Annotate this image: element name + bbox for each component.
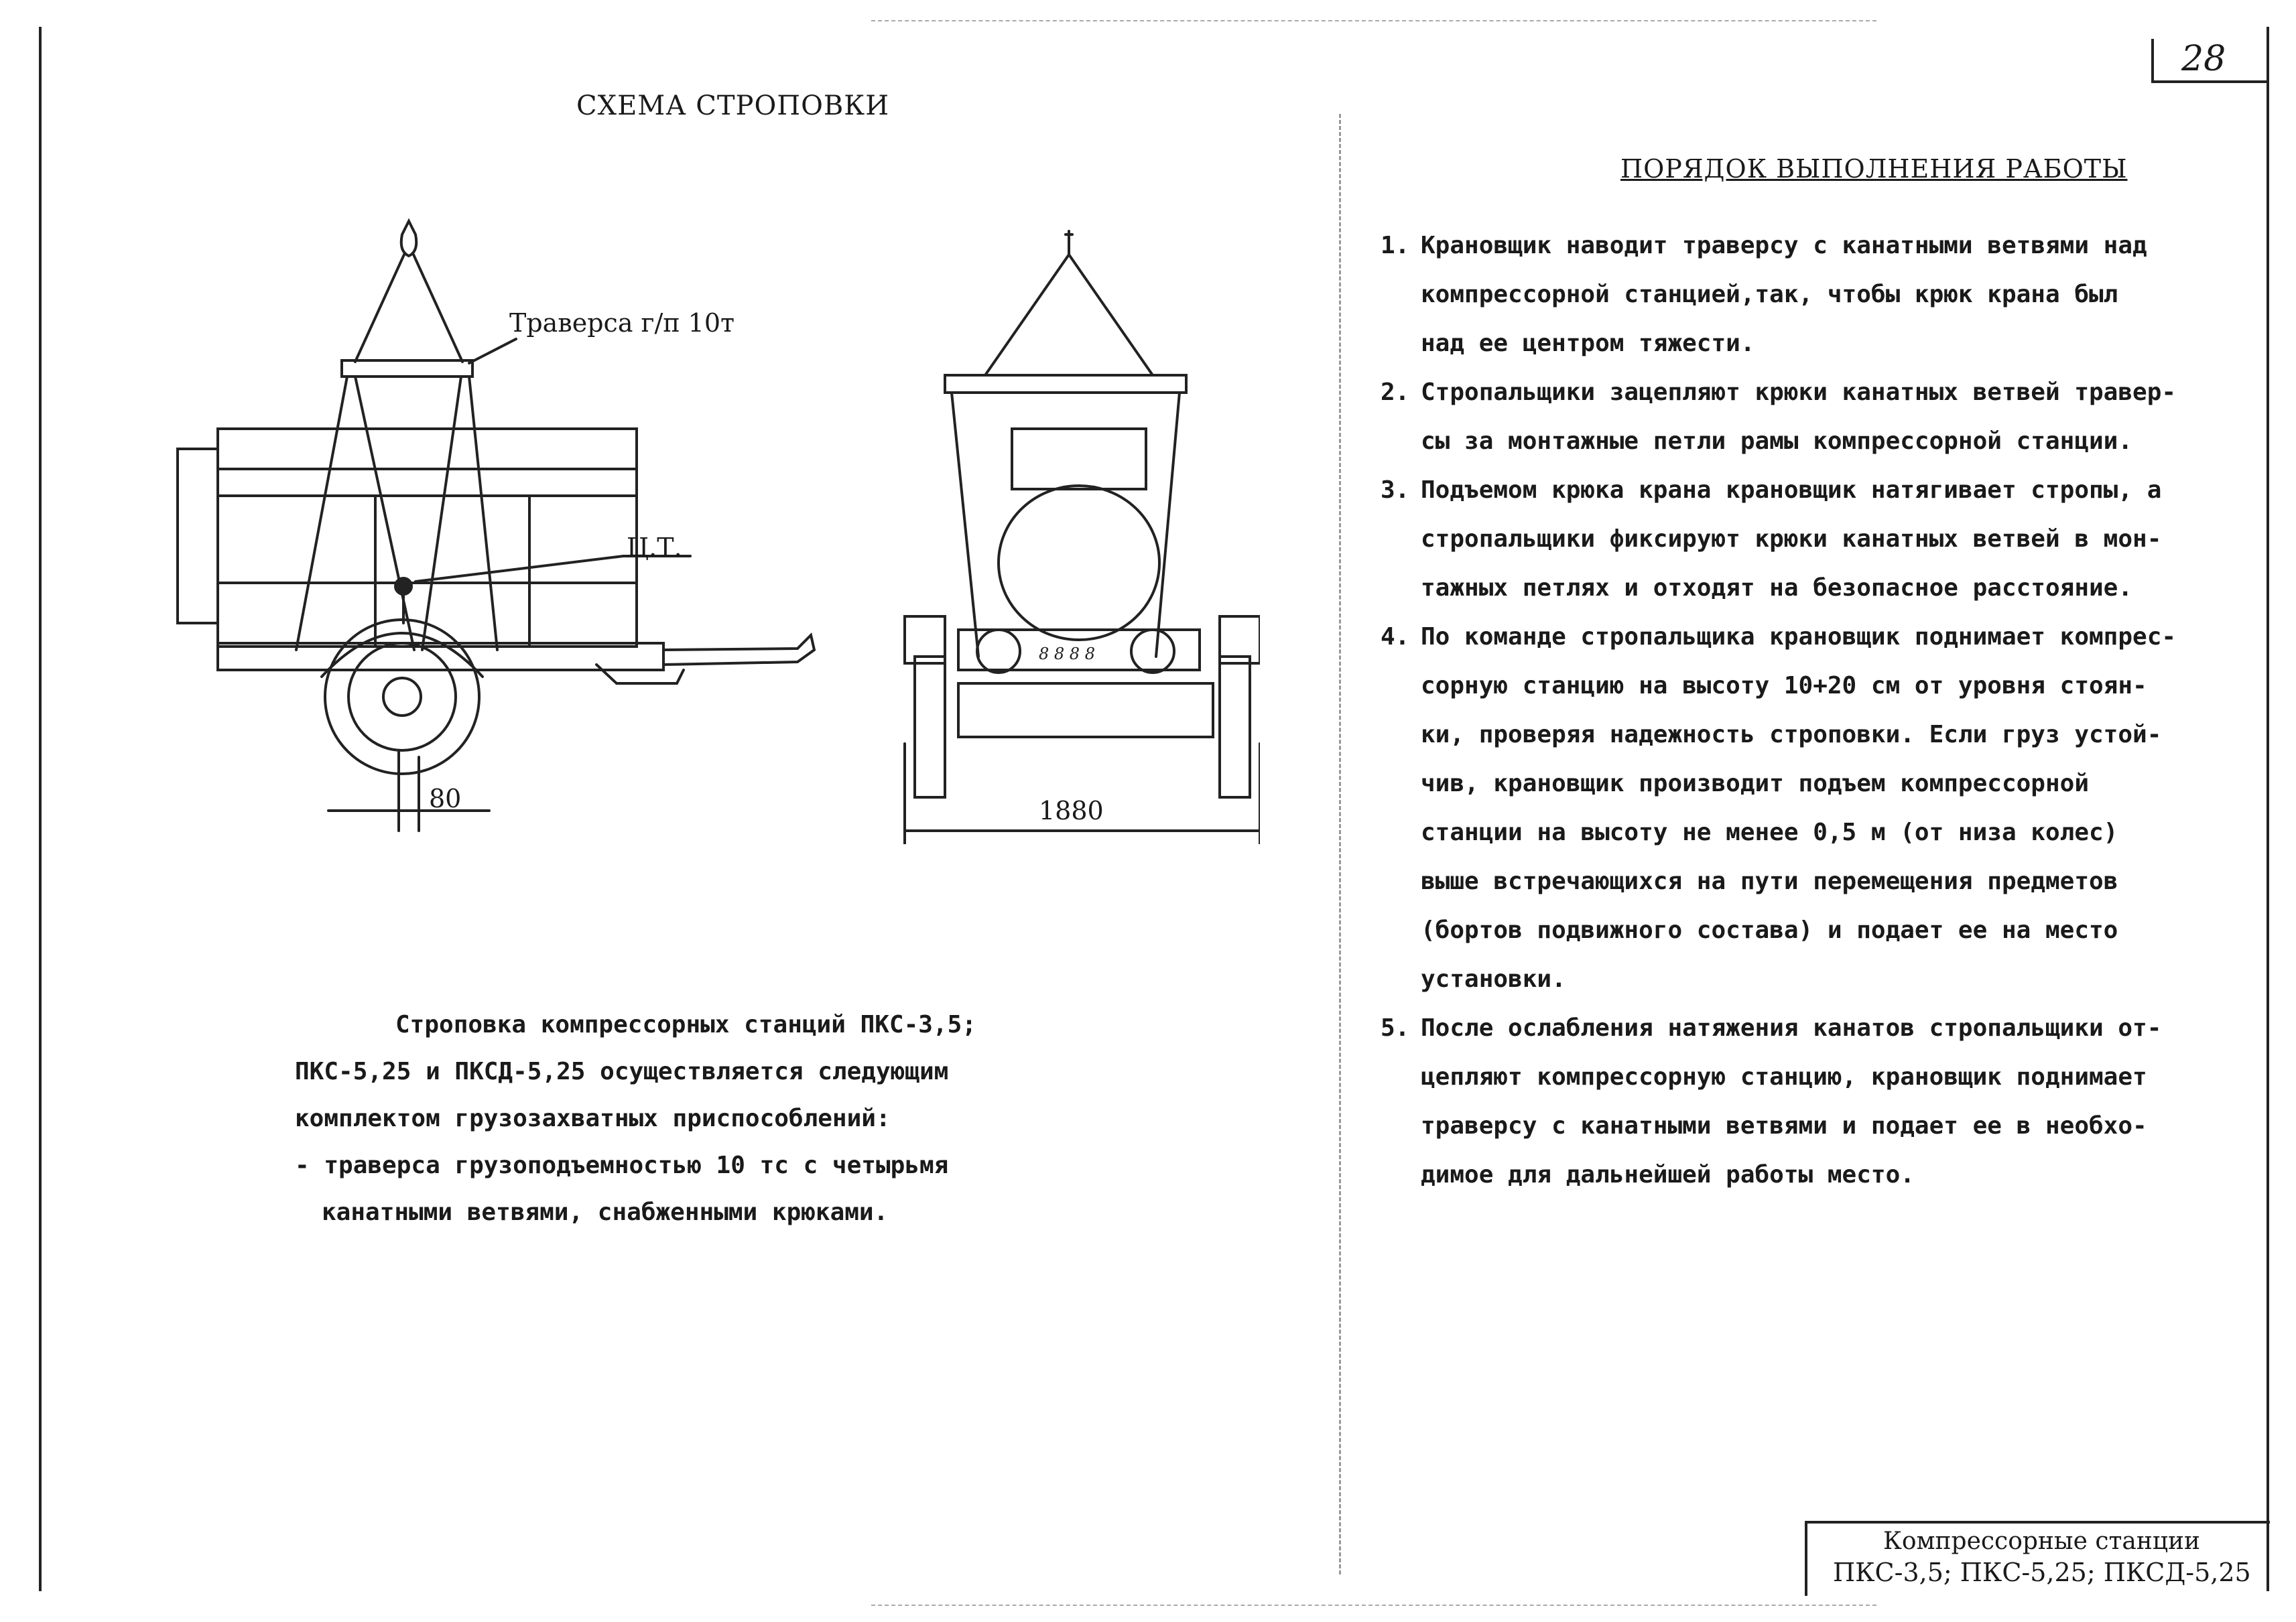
slinging-description: [295, 1002, 1066, 1236]
description-line-2: ПКС-5,25 и ПКСД-5,25 осуществляется следующим: [295, 1058, 949, 1085]
step-number: 3.: [1381, 476, 1410, 504]
step-number: 5.: [1381, 1014, 1410, 1042]
step-line: Крановщик наводит траверсу с канатными ветвями над: [1421, 232, 2147, 259]
description-line-5: канатными ветвями, снабженными крюками.: [322, 1199, 889, 1226]
step-number: 1.: [1381, 232, 1410, 259]
center-of-gravity-label: Ц.Т.: [627, 533, 682, 562]
step-2: [1381, 368, 2245, 466]
step-line: выше встречающихся на пути перемещения предметов: [1421, 868, 2118, 895]
page-fold-line: [1339, 114, 1341, 1574]
step-3: [1381, 466, 2245, 612]
step-line: Подъемом крюка крана крановщик натягивает стропы, а: [1421, 476, 2162, 504]
plate-marks: 8 8 8 8: [1039, 645, 1095, 663]
description-line-3: комплектом грузозахватных приспособлений:: [295, 1105, 891, 1132]
bottom-dashed-line: [871, 1605, 1876, 1606]
step-1: [1381, 221, 2245, 368]
traverse-label: Траверса г/п 10т: [509, 308, 735, 338]
step-number: 4.: [1381, 623, 1410, 651]
description-line-4: - траверса грузоподъемностью 10 тс с четырьмя: [295, 1152, 949, 1179]
dimension-1880-label: 1880: [1039, 796, 1104, 825]
work-steps-list: [1381, 221, 2245, 1199]
step-5: [1381, 1004, 2245, 1199]
step-number: 2.: [1381, 379, 1410, 406]
title-block-line-2: ПКС-3,5; ПКС-5,25; ПКСД-5,25: [1833, 1558, 2251, 1587]
step-line: компрессорной станцией,так, чтобы крюк крана был: [1421, 281, 2118, 308]
work-order-title: ПОРЯДОК ВЫПОЛНЕНИЯ РАБОТЫ: [1620, 154, 2128, 184]
title-block-line-1: Компрессорные станции: [1883, 1528, 2200, 1555]
step-line: По команде стропальщика крановщик поднимает компрес-: [1421, 623, 2177, 651]
description-line-1: Строповка компрессорных станций ПКС-3,5;: [395, 1011, 976, 1038]
step-line: сы за монтажные петли рамы компрессорной станции.: [1421, 427, 2133, 455]
slinging-scheme-title: СХЕМА СТРОПОВКИ: [576, 90, 890, 121]
step-line: Стропальщики зацепляют крюки канатных ветвей травер-: [1421, 379, 2177, 406]
step-line: цепляют компрессорную станцию, крановщик поднимает: [1421, 1063, 2147, 1091]
step-line: над ее центром тяжести.: [1421, 330, 1755, 357]
front-view: [905, 231, 1260, 844]
step-4: [1381, 612, 2245, 1004]
step-line: ки, проверяя надежность строповки. Если груз устой-: [1421, 721, 2162, 748]
step-line: установки.: [1421, 965, 1566, 993]
dimension-80-label: 80: [429, 784, 462, 813]
step-line: (бортов подвижного состава) и подает ее на место: [1421, 917, 2118, 944]
left-border-line: [39, 27, 42, 1591]
step-line: стропальщики фиксируют крюки канатных ветвей в мон-: [1421, 525, 2162, 553]
step-line: станции на высоту не менее 0,5 м (от низа колес): [1421, 819, 2118, 846]
top-dashed-line: [871, 20, 1876, 21]
page-number: 28: [2181, 39, 2226, 79]
step-line: траверсу с канатными ветвями и подает ее в необхо-: [1421, 1112, 2147, 1140]
step-line: сорную станцию на высоту 10+20 см от уровня стоян-: [1421, 672, 2147, 699]
step-line: После ослабления натяжения канатов стропальщики от-: [1421, 1014, 2162, 1042]
step-line: димое для дальнейшей работы место.: [1421, 1161, 1915, 1189]
step-line: тажных петлях и отходят на безопасное расстояние.: [1421, 574, 2133, 602]
right-border-line: [2267, 27, 2269, 1591]
step-line: чив, крановщик производит подъем компрессорной: [1421, 770, 2089, 797]
